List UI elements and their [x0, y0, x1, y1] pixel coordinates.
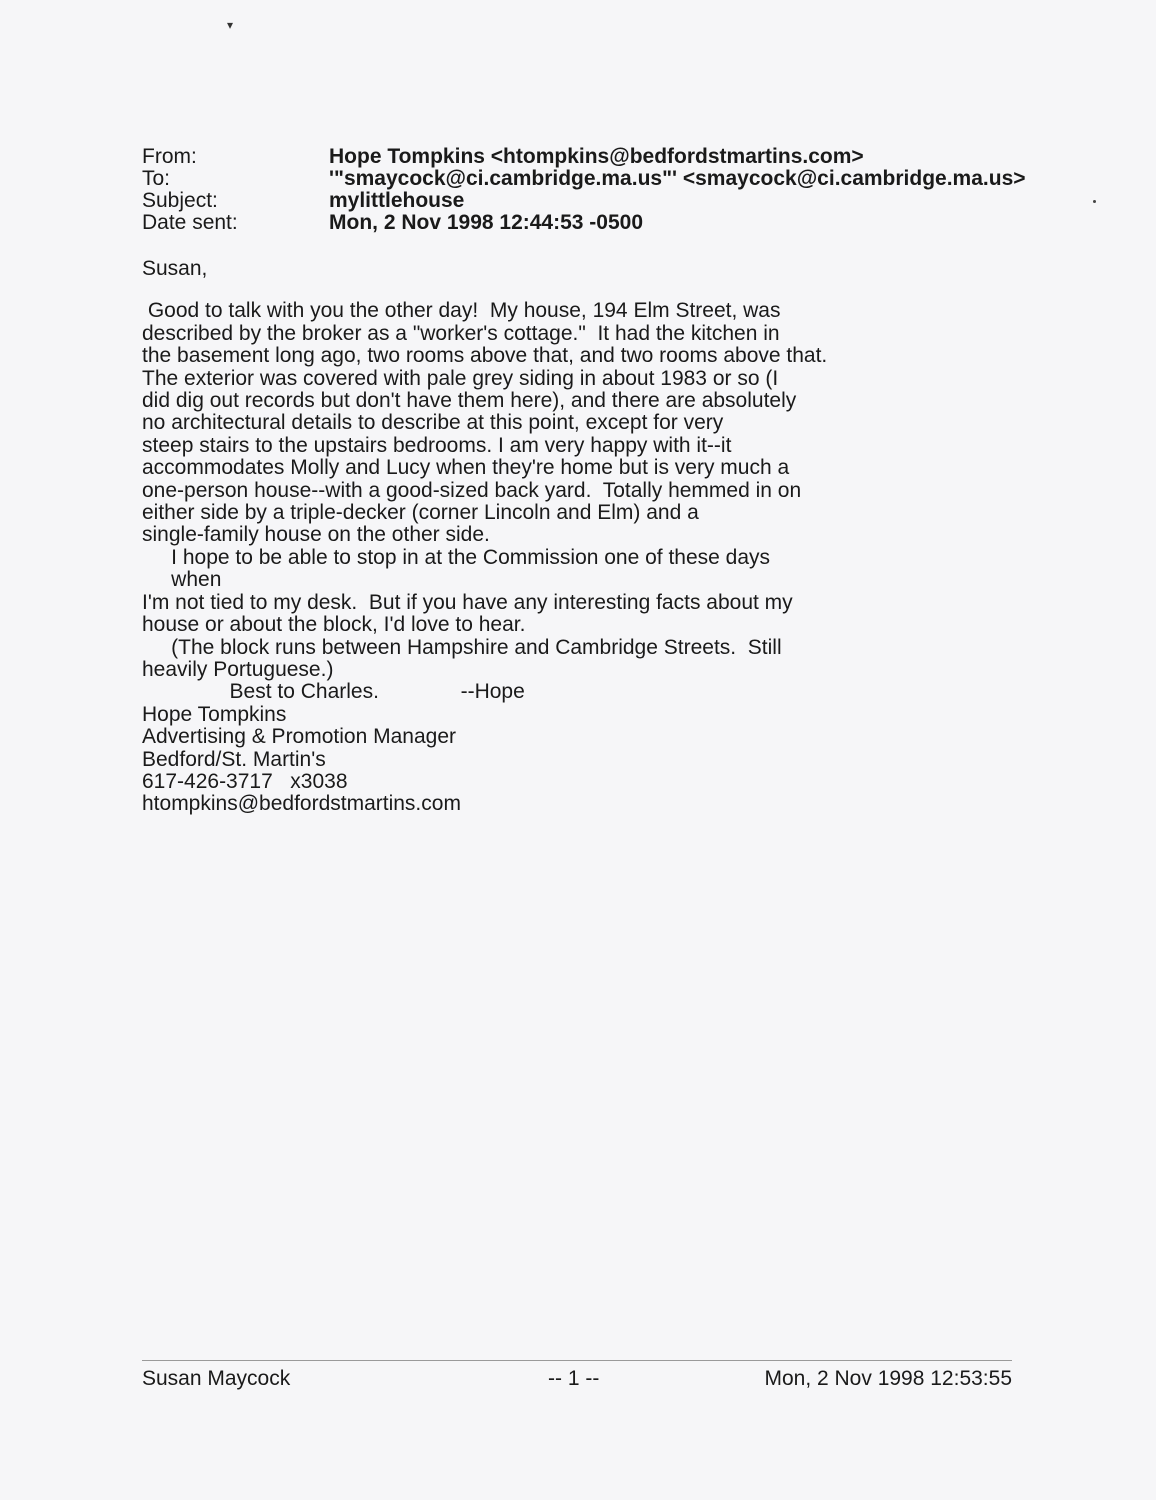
footer-divider: [142, 1360, 1012, 1361]
footer-printed-date: Mon, 2 Nov 1998 12:53:55: [764, 1367, 1012, 1390]
subject-row: [142, 190, 1122, 212]
body-line: I hope to be able to stop in at the Commission one of these days: [142, 545, 771, 569]
signature-company: Bedford/St. Martin's: [142, 747, 326, 771]
body-line: house or about the block, I'd love to hear.: [142, 613, 526, 637]
date-label: Date sent:: [142, 211, 238, 234]
body-line: I'm not tied to my desk. But if you have any interesting facts about my: [142, 590, 793, 614]
footer-page-number: -- 1 --: [548, 1367, 600, 1390]
body-line: described by the broker as a "worker's cottage." It had the kitchen in: [142, 321, 780, 345]
body-line: Best to Charles. --Hope: [142, 680, 525, 704]
signature-phone: 617-426-3717 x3038: [142, 769, 348, 793]
body-line: when: [142, 568, 222, 592]
body-line: accommodates Molly and Lucy when they're home but is very much a: [142, 456, 790, 480]
subject-value: mylittlehouse: [329, 189, 465, 212]
email-header: [142, 146, 1122, 234]
to-label: To:: [142, 167, 171, 190]
subject-label: Subject:: [142, 189, 218, 212]
body-line: The exterior was covered with pale grey siding in about 1983 or so (I: [142, 366, 779, 390]
email-body: [142, 258, 1042, 816]
body-line: did dig out records but don't have them here), and there are absolutely: [142, 389, 797, 413]
footer-recipient: Susan Maycock: [142, 1367, 291, 1390]
signature-title: Advertising & Promotion Manager: [142, 725, 456, 749]
date-value: Mon, 2 Nov 1998 12:44:53 -0500: [329, 211, 643, 234]
body-line: heavily Portuguese.): [142, 657, 334, 681]
from-label: From:: [142, 145, 197, 168]
body-line: steep stairs to the upstairs bedrooms. I am very happy with it--it: [142, 433, 732, 457]
date-row: [142, 212, 1122, 234]
salutation: Susan,: [142, 257, 208, 280]
scan-mark: ▾: [227, 18, 234, 32]
page-footer: [142, 1366, 1012, 1392]
signature-name: Hope Tompkins: [142, 702, 287, 726]
body-line: single-family house on the other side.: [142, 523, 490, 547]
body-line: (The block runs between Hampshire and Cambridge Streets. Still: [142, 635, 782, 659]
body-line: the basement long ago, two rooms above that, and two rooms above that.: [142, 344, 828, 368]
body-line: no architectural details to describe at this point, except for very: [142, 411, 724, 435]
body-line: one-person house--with a good-sized back yard. Totally hemmed in on: [142, 478, 802, 502]
body-line: either side by a triple-decker (corner Lincoln and Elm) and a: [142, 501, 699, 525]
from-value: Hope Tompkins <htompkins@bedfordstmartins.com>: [329, 145, 864, 168]
to-value: '"smaycock@ci.cambridge.ma.us"' <smaycock@ci.cambridge.ma.us>: [329, 167, 1026, 190]
to-row: [142, 168, 1122, 190]
from-row: [142, 146, 1122, 168]
body-line: Good to talk with you the other day! My house, 194 Elm Street, was: [142, 299, 781, 323]
signature-email: htompkins@bedfordstmartins.com: [142, 792, 461, 816]
